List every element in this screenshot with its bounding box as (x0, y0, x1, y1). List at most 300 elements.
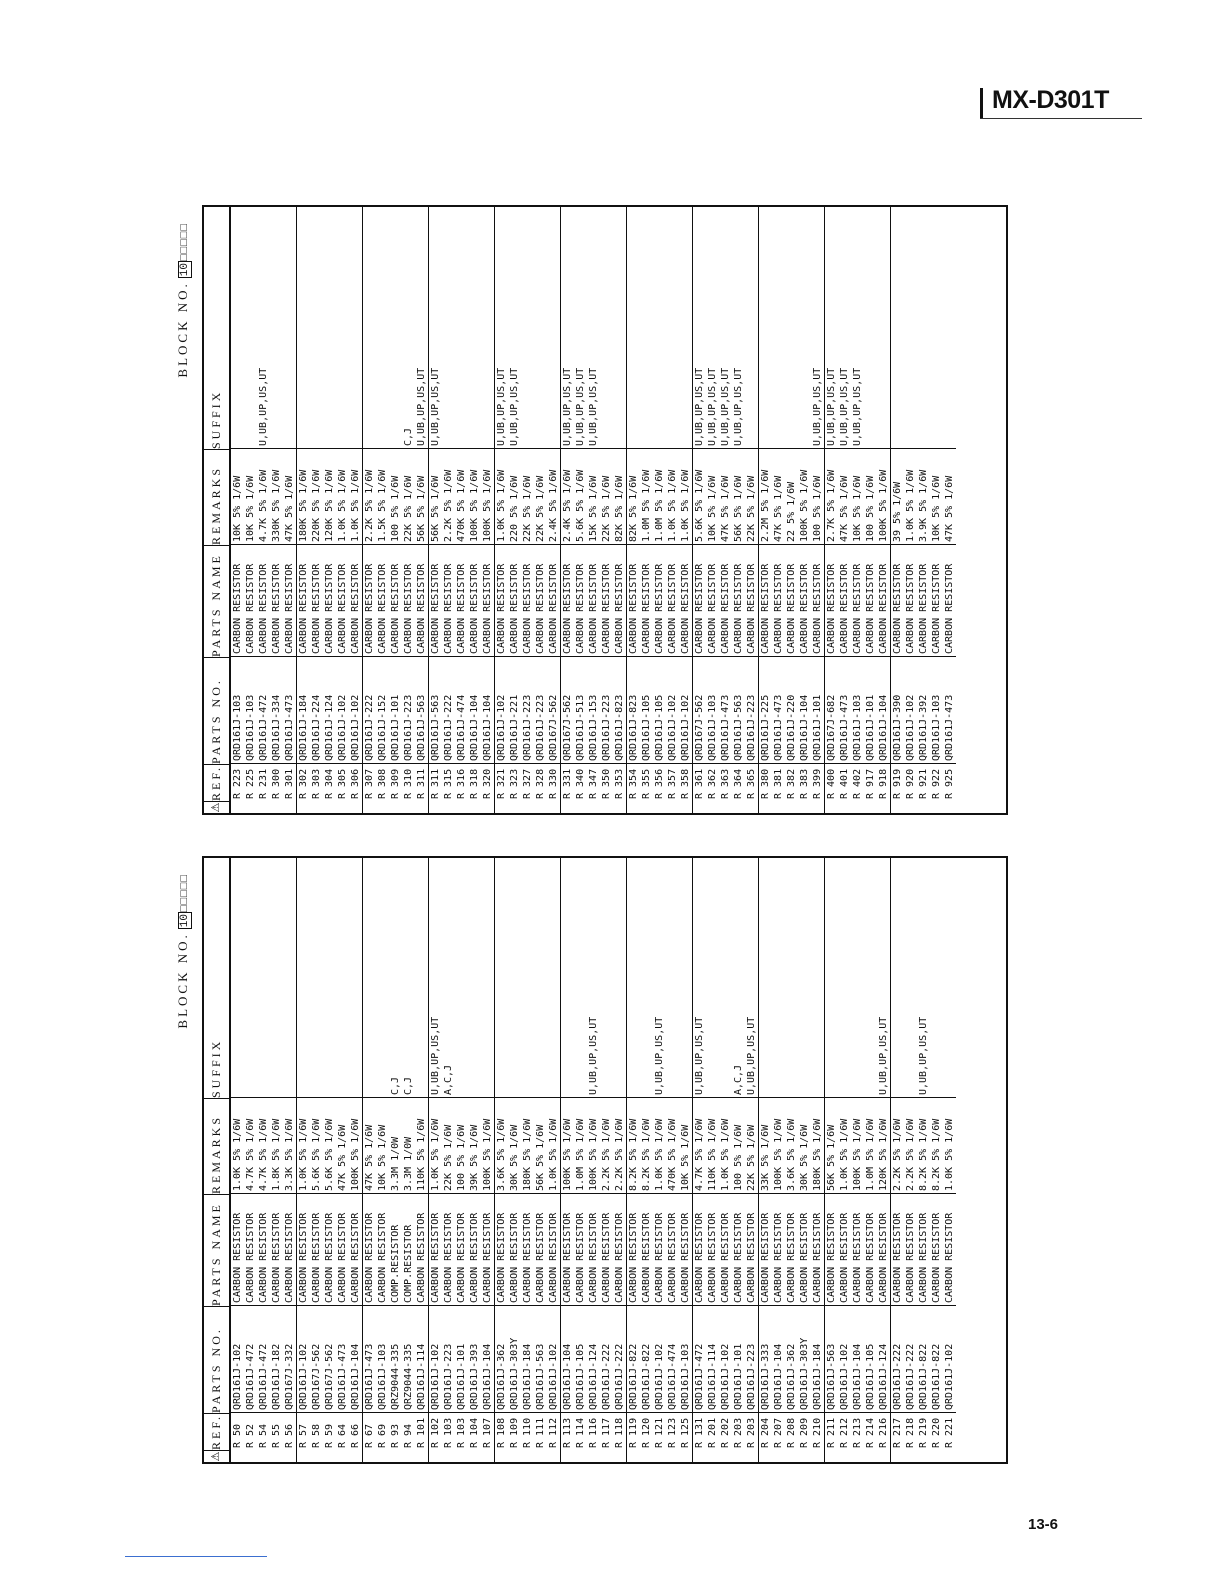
remarks-cell: 3.3K 5% 1/6W (283, 1098, 296, 1194)
remarks-cell: 2.2K 5% 1/6W (613, 1098, 626, 1194)
warning-cell (666, 801, 679, 813)
warning-cell (257, 801, 270, 813)
parts-name-cell: CARBON RESISTOR (627, 545, 640, 657)
ref-cell: R 93 (390, 1423, 401, 1448)
remarks-cell: 220K 5% 1/6W (310, 449, 323, 545)
parts-name-cell: CARBON RESISTOR (231, 545, 244, 657)
model-underline (980, 118, 1142, 119)
table-row (732, 858, 745, 1462)
suffix-cell (864, 207, 877, 449)
warning-cell (561, 1450, 574, 1462)
table-row (653, 207, 666, 813)
warning-cell (943, 801, 956, 813)
parts-name-cell: CARBON RESISTOR (917, 1194, 930, 1306)
row-group (495, 207, 561, 813)
ref-cell: R 347 (588, 768, 599, 799)
warning-cell (415, 1450, 428, 1462)
ref-cell: R 917 (865, 768, 876, 799)
table-row (627, 207, 640, 813)
table-row (904, 858, 917, 1462)
parts-name-cell: COMP.RESISTOR (389, 1194, 402, 1306)
warning-cell (917, 801, 930, 813)
table-row (310, 207, 323, 813)
parts-no-cell: QRD167J-682 (825, 657, 838, 764)
suffix-cell: U,UB,UP,US,UT (257, 207, 270, 449)
row-group (627, 207, 693, 813)
ref-cell: R 309 (390, 768, 401, 799)
parts-no-cell: QRD161J-472 (257, 1306, 270, 1413)
parts-no-cell: QRD161J-513 (574, 657, 587, 764)
row-group (495, 858, 561, 1462)
row-group (561, 207, 627, 813)
table-row (547, 858, 560, 1462)
warning-cell (930, 1450, 943, 1462)
parts-name-cell: CARBON RESISTOR (495, 1194, 508, 1306)
ref-cell: R 111 (535, 1417, 546, 1448)
parts-name-cell: CARBON RESISTOR (587, 1194, 600, 1306)
warning-cell (547, 1450, 560, 1462)
parts-name-cell: CARBON RESISTOR (864, 1194, 877, 1306)
table-row (429, 207, 442, 813)
remarks-cell: 1.0K 5% 1/6W (679, 449, 692, 545)
parts-no-cell: QRD161J-362 (785, 1306, 798, 1413)
ref-cell: R 58 (311, 1423, 322, 1448)
suffix-cell (231, 207, 244, 449)
parts-no-cell: QRD161J-473 (336, 1306, 349, 1413)
parts-no-cell: QRD161J-114 (415, 1306, 428, 1413)
warning-cell (772, 1450, 785, 1462)
parts-name-cell: CARBON RESISTOR (574, 545, 587, 657)
remarks-cell: 1.0K 5% 1/6W (336, 449, 349, 545)
warning-cell (759, 801, 772, 813)
row-group (297, 858, 363, 1462)
ref-cell: R 400 (826, 768, 837, 799)
parts-no-cell: QRD161J-222 (904, 1306, 917, 1413)
header-remarks: REMARKS (204, 449, 229, 545)
remarks-cell: 470K 5% 1/6W (666, 1098, 679, 1194)
table-row (759, 858, 772, 1462)
ref-cell: R 214 (865, 1417, 876, 1448)
suffix-cell: U,UB,UP,US,UT (495, 207, 508, 449)
suffix-cell: U,UB,UP,US,UT (429, 207, 442, 449)
table-row (455, 207, 468, 813)
suffix-cell (270, 858, 283, 1098)
ref-cell: R 401 (839, 768, 850, 799)
ref-cell: R 363 (720, 768, 731, 799)
parts-no-cell: QRD161J-103 (679, 1306, 692, 1413)
ref-cell: R 920 (905, 768, 916, 799)
warning-cell (283, 1450, 296, 1462)
remarks-cell: 1.8K 5% 1/6W (270, 1098, 283, 1194)
parts-no-cell: QRD161J-105 (864, 1306, 877, 1413)
parts-name-cell: CARBON RESISTOR (785, 545, 798, 657)
suffix-cell (561, 858, 574, 1098)
warning-cell (481, 801, 494, 813)
parts-name-cell: CARBON RESISTOR (838, 545, 851, 657)
table-row (851, 207, 864, 813)
remarks-cell: 3.6K 5% 1/6W (495, 1098, 508, 1194)
remarks-cell: 82K 5% 1/6W (613, 449, 626, 545)
remarks-cell: 56K 5% 1/6W (429, 449, 442, 545)
parts-name-cell: CARBON RESISTOR (297, 1194, 310, 1306)
table-row (798, 207, 811, 813)
ref-cell: R 364 (733, 768, 744, 799)
model-header (980, 86, 1150, 120)
parts-no-cell: QRD161J-104 (481, 1306, 494, 1413)
model-bar (980, 88, 983, 118)
warning-cell (363, 1450, 376, 1462)
remarks-cell: 330K 5% 1/6W (270, 449, 283, 545)
table-row (600, 858, 613, 1462)
parts-name-cell: CARBON RESISTOR (270, 1194, 283, 1306)
table-row (455, 858, 468, 1462)
table-row (811, 207, 824, 813)
suffix-cell (481, 858, 494, 1098)
suffix-cell (363, 207, 376, 449)
parts-name-cell: CARBON RESISTOR (666, 1194, 679, 1306)
parts-name-cell: CARBON RESISTOR (653, 1194, 666, 1306)
warning-cell (363, 801, 376, 813)
warning-cell (719, 801, 732, 813)
parts-no-cell: QRD161J-223 (534, 657, 547, 764)
remarks-cell: 100K 5% 1/6W (877, 449, 890, 545)
ref-cell: R 59 (324, 1423, 335, 1448)
ref-cell: R 55 (271, 1423, 282, 1448)
parts-no-cell: QRD167J-562 (561, 657, 574, 764)
ref-cell: R 203 (746, 1417, 757, 1448)
suffix-cell: U,UB,UP,US,UT (429, 858, 442, 1098)
warning-cell (442, 801, 455, 813)
table-row (429, 858, 442, 1462)
remarks-cell: 10K 5% 1/6W (376, 1098, 389, 1194)
row-group (297, 207, 363, 813)
parts-name-cell: CARBON RESISTOR (679, 545, 692, 657)
row-group (759, 207, 825, 813)
parts-name-cell: CARBON RESISTOR (732, 545, 745, 657)
ref-cell: R 304 (324, 768, 335, 799)
table-row (534, 207, 547, 813)
parts-name-cell: CARBON RESISTOR (376, 1194, 389, 1306)
table-row (891, 207, 904, 813)
suffix-cell (521, 858, 534, 1098)
parts-name-cell: CARBON RESISTOR (429, 1194, 442, 1306)
suffix-cell (283, 207, 296, 449)
ref-cell: R 353 (614, 768, 625, 799)
parts-no-cell: QRD161J-472 (244, 1306, 257, 1413)
row-group (231, 858, 297, 1462)
remarks-cell: 47K 5% 1/6W (719, 449, 732, 545)
warning-cell (349, 1450, 362, 1462)
parts-no-cell: QRD161J-103 (851, 657, 864, 764)
parts-no-cell: QRD161J-184 (297, 657, 310, 764)
block-number-label (175, 205, 191, 815)
warning-cell (640, 1450, 653, 1462)
table-row (666, 207, 679, 813)
table-row (825, 858, 838, 1462)
table-row (283, 858, 296, 1462)
ref-cell: R 310 (403, 768, 414, 799)
parts-name-cell: CARBON RESISTOR (772, 1194, 785, 1306)
parts-no-cell: QRD161J-473 (283, 657, 296, 764)
ref-cell: R 67 (364, 1423, 375, 1448)
parts-no-cell: QRD161J-823 (613, 657, 626, 764)
suffix-cell (574, 858, 587, 1098)
parts-no-cell: QRD161J-104 (468, 657, 481, 764)
ref-cell: R 56 (284, 1423, 295, 1448)
row-group (759, 858, 825, 1462)
ref-cell: R 306 (350, 768, 361, 799)
ref-cell: R 121 (654, 1417, 665, 1448)
ref-cell: R 107 (482, 1417, 493, 1448)
remarks-cell: 1.0K 5% 1/6W (666, 449, 679, 545)
ref-cell: R 109 (509, 1417, 520, 1448)
table-row (574, 858, 587, 1462)
table-row (600, 207, 613, 813)
suffix-cell: U,UB,UP,US,UT (574, 207, 587, 449)
suffix-cell (904, 858, 917, 1098)
suffix-cell: C,J (389, 858, 402, 1098)
suffix-cell (851, 858, 864, 1098)
parts-no-cell: QRD161J-104 (877, 657, 890, 764)
remarks-cell: 100K 5% 1/6W (481, 1098, 494, 1194)
ref-cell: R 66 (350, 1423, 361, 1448)
suffix-cell (679, 858, 692, 1098)
row-group (429, 858, 495, 1462)
parts-no-cell: QRD161J-102 (666, 657, 679, 764)
remarks-cell: 8.2K 5% 1/6W (917, 1098, 930, 1194)
remarks-cell: 100 5% 1/6W (811, 449, 824, 545)
ref-cell: R 354 (628, 768, 639, 799)
header-ref: REF. (204, 764, 229, 801)
row-group (561, 858, 627, 1462)
ref-cell: R 202 (720, 1417, 731, 1448)
parts-name-cell: CARBON RESISTOR (772, 545, 785, 657)
ref-cell: R 220 (931, 1417, 942, 1448)
suffix-cell (455, 207, 468, 449)
warning-cell (693, 1450, 706, 1462)
suffix-cell (455, 858, 468, 1098)
warning-cell (627, 801, 640, 813)
table-row (561, 207, 574, 813)
ref-cell: R 131 (694, 1417, 705, 1448)
parts-no-cell: QRD161J-473 (363, 1306, 376, 1413)
warning-cell (798, 801, 811, 813)
ref-cell: R 117 (601, 1417, 612, 1448)
parts-no-cell: QRD161J-114 (706, 1306, 719, 1413)
parts-name-cell: CARBON RESISTOR (693, 1194, 706, 1306)
remarks-cell: 1.0K 5% 1/6W (838, 1098, 851, 1194)
table-row (244, 207, 257, 813)
warning-cell (574, 1450, 587, 1462)
parts-name-cell: CARBON RESISTOR (270, 545, 283, 657)
block-number-label (175, 856, 191, 1464)
ref-cell: R 315 (443, 768, 454, 799)
ref-cell: R 211 (826, 1417, 837, 1448)
parts-no-cell: QRD161J-474 (666, 1306, 679, 1413)
parts-no-cell: QRZ9044-335 (389, 1306, 402, 1413)
parts-name-cell: COMP.RESISTOR (402, 1194, 415, 1306)
suffix-cell (257, 858, 270, 1098)
ref-cell: R 321 (496, 768, 507, 799)
warning-cell (732, 801, 745, 813)
parts-no-cell: QRD161J-101 (811, 657, 824, 764)
suffix-cell (719, 858, 732, 1098)
suffix-cell (495, 858, 508, 1098)
parts-no-cell: QRD161J-124 (877, 1306, 890, 1413)
suffix-cell: U,UB,UP,US,UT (693, 207, 706, 449)
warning-cell (877, 1450, 890, 1462)
suffix-cell (653, 207, 666, 449)
table-row (864, 858, 877, 1462)
suffix-cell (838, 858, 851, 1098)
table-row (310, 858, 323, 1462)
warning-cell (864, 801, 877, 813)
table-row (825, 207, 838, 813)
parts-no-cell: QRD161J-473 (943, 657, 956, 764)
parts-no-cell: QRD161J-102 (943, 1306, 956, 1413)
parts-no-cell: QRD161J-223 (745, 1306, 758, 1413)
warning-cell (627, 1450, 640, 1462)
row-group (825, 207, 891, 813)
row-group (627, 858, 693, 1462)
suffix-cell (930, 207, 943, 449)
parts-no-cell: QRD161J-103 (244, 657, 257, 764)
warning-cell (415, 801, 428, 813)
table-row (613, 858, 626, 1462)
header-parts-name: PARTS NAME (204, 545, 229, 657)
remarks-cell: 1.0M 5% 1/6W (864, 1098, 877, 1194)
parts-no-cell: QRD161J-102 (336, 657, 349, 764)
ref-cell: R 54 (258, 1423, 269, 1448)
suffix-cell (481, 207, 494, 449)
parts-no-cell: QRD161J-823 (627, 657, 640, 764)
warning-cell (468, 801, 481, 813)
table-row (930, 858, 943, 1462)
suffix-cell (891, 858, 904, 1098)
remarks-cell: 1.0K 5% 1/6W (429, 1098, 442, 1194)
parts-name-cell: CARBON RESISTOR (415, 545, 428, 657)
remarks-cell: 1.0K 5% 1/6W (547, 1098, 560, 1194)
ref-cell: R 328 (535, 768, 546, 799)
warning-cell (495, 801, 508, 813)
warning-cell (891, 1450, 904, 1462)
suffix-cell: U,UB,UP,US,UT (719, 207, 732, 449)
parts-name-cell: CARBON RESISTOR (693, 545, 706, 657)
parts-name-cell: CARBON RESISTOR (825, 545, 838, 657)
row-group (693, 207, 759, 813)
ref-cell: R 217 (892, 1417, 903, 1448)
remarks-cell: 47K 5% 1/6W (336, 1098, 349, 1194)
ref-cell: R 316 (456, 768, 467, 799)
table-row (363, 858, 376, 1462)
parts-no-cell: QRD161J-102 (679, 657, 692, 764)
remarks-cell: 30K 5% 1/6W (508, 1098, 521, 1194)
suffix-cell: A,C,J (732, 858, 745, 1098)
warning-cell (825, 801, 838, 813)
parts-name-cell: CARBON RESISTOR (785, 1194, 798, 1306)
ref-cell: R 108 (496, 1417, 507, 1448)
table-row (877, 207, 890, 813)
parts-name-cell: CARBON RESISTOR (508, 1194, 521, 1306)
parts-no-cell: QRD161J-104 (798, 657, 811, 764)
ref-cell: R 330 (548, 768, 559, 799)
parts-no-cell: QRD161J-303Y (508, 1306, 521, 1413)
remarks-cell: 2.4K 5% 1/6W (561, 449, 574, 545)
parts-name-cell: CARBON RESISTOR (561, 1194, 574, 1306)
parts-no-cell: QRD161J-473 (719, 657, 732, 764)
warning-cell (679, 1450, 692, 1462)
parts-name-cell: CARBON RESISTOR (640, 1194, 653, 1306)
table-row (376, 858, 389, 1462)
table-row (666, 858, 679, 1462)
parts-name-cell: CARBON RESISTOR (798, 545, 811, 657)
remarks-cell: 1.0M 5% 1/6W (640, 449, 653, 545)
parts-no-cell: QRD161J-153 (587, 657, 600, 764)
header-warning-icon: ⚠ (204, 1450, 229, 1462)
table-row (349, 858, 362, 1462)
warning-cell (323, 1450, 336, 1462)
parts-name-cell: CARBON RESISTOR (336, 545, 349, 657)
parts-name-cell: CARBON RESISTOR (283, 1194, 296, 1306)
table-row (323, 207, 336, 813)
ref-cell: R 125 (680, 1417, 691, 1448)
table-row (363, 207, 376, 813)
suffix-cell (891, 207, 904, 449)
remarks-cell: 22K 5% 1/6W (442, 1098, 455, 1194)
suffix-cell: U,UB,UP,US,UT (851, 207, 864, 449)
parts-no-cell: QRD161J-474 (455, 657, 468, 764)
suffix-cell: U,UB,UP,US,UT (811, 207, 824, 449)
suffix-cell (811, 858, 824, 1098)
suffix-cell (336, 858, 349, 1098)
parts-no-cell: QRD161J-102 (349, 657, 362, 764)
ref-cell: R 219 (918, 1417, 929, 1448)
parts-name-cell: CARBON RESISTOR (904, 545, 917, 657)
remarks-cell: 10K 5% 1/6W (930, 449, 943, 545)
parts-name-cell: CARBON RESISTOR (561, 545, 574, 657)
warning-cell (257, 1450, 270, 1462)
parts-name-cell: CARBON RESISTOR (851, 545, 864, 657)
table-row (838, 858, 851, 1462)
parts-no-cell: QRD161J-124 (587, 1306, 600, 1413)
parts-no-cell: QRZ9044-335 (402, 1306, 415, 1413)
parts-no-cell: QRD161J-822 (930, 1306, 943, 1413)
remarks-cell: 22K 5% 1/6W (745, 1098, 758, 1194)
ref-cell: R 925 (944, 768, 955, 799)
suffix-cell: U,UB,UP,US,UT (706, 207, 719, 449)
suffix-cell (904, 207, 917, 449)
parts-name-cell: CARBON RESISTOR (363, 1194, 376, 1306)
block-code: 10 (179, 263, 191, 277)
remarks-cell: 100K 5% 1/6W (798, 449, 811, 545)
parts-name-cell: CARBON RESISTOR (363, 545, 376, 657)
remarks-cell: 8.2K 5% 1/6W (640, 1098, 653, 1194)
table-row (917, 858, 930, 1462)
remarks-cell: 5.6K 5% 1/6W (693, 449, 706, 545)
parts-no-cell: QRD161J-102 (719, 1306, 732, 1413)
parts-name-cell: CARBON RESISTOR (706, 1194, 719, 1306)
warning-cell (429, 801, 442, 813)
warning-cell (613, 801, 626, 813)
parts-name-cell: CARBON RESISTOR (891, 545, 904, 657)
parts-name-cell: CARBON RESISTOR (323, 1194, 336, 1306)
ref-cell: R 221 (944, 1417, 955, 1448)
suffix-cell (943, 858, 956, 1098)
warning-cell (904, 1450, 917, 1462)
parts-no-cell: QRD161J-223 (442, 1306, 455, 1413)
ref-cell: R 218 (905, 1417, 916, 1448)
warning-cell (402, 801, 415, 813)
